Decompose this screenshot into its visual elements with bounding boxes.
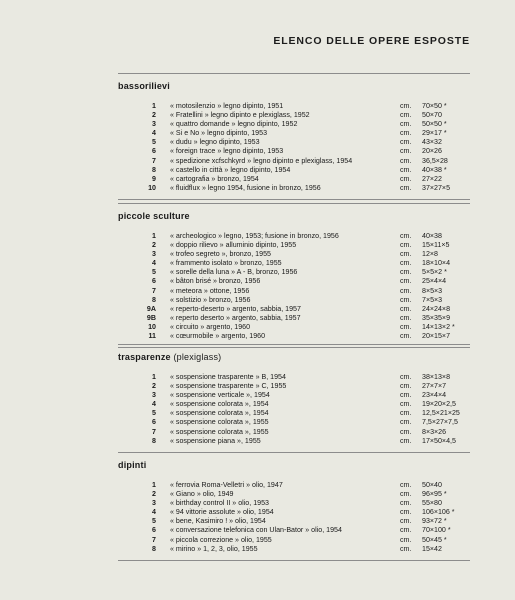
entry-dimensions: 50×45 * (422, 535, 447, 544)
entry-number: 10 (148, 183, 156, 192)
entry-unit: cm. (400, 232, 412, 240)
entry-description: « dudu » legno dipinto, 1953 (170, 138, 260, 147)
section-top-rule (118, 344, 470, 345)
entry-dimensions: 96×95 * (422, 490, 447, 499)
entry-number: 2 (152, 382, 156, 391)
catalog-entry (118, 138, 470, 147)
catalog-entry (118, 332, 470, 341)
catalog-entry (118, 147, 470, 156)
entry-number: 3 (152, 391, 156, 400)
entry-unit: cm. (400, 436, 412, 445)
entry-description: « spedizione xcfschkyrd » legno dipinto e plexiglass, 1954 (170, 156, 353, 165)
entry-dimensions: 106×106 * (422, 508, 455, 517)
entry-dimensions: 50×50 * (422, 120, 447, 129)
catalog-entry (118, 481, 470, 490)
catalog-entry (118, 526, 470, 535)
entry-number: 9A (146, 304, 156, 313)
entry-description: « fluidflux » legno 1954, fusione in bronzo, 1956 (170, 183, 321, 192)
entry-description: « sospensione colorata », 1954 (170, 400, 269, 409)
section-heading (118, 460, 470, 470)
entry-unit: cm. (400, 490, 412, 499)
entry-unit: cm. (400, 418, 412, 427)
entry-unit: cm. (400, 277, 412, 286)
entry-description: « bene, Kasimiro ! » olio, 1954 (170, 517, 266, 526)
entry-unit: cm. (400, 409, 412, 418)
entry-unit: cm. (400, 526, 412, 535)
entry-number: 2 (152, 490, 156, 499)
entry-number: 9 (152, 174, 156, 183)
catalog-entry (118, 508, 470, 517)
section-top-rule (118, 203, 470, 204)
entry-unit: cm. (400, 147, 412, 156)
entry-description: « archeologico » legno, 1953; fusione in bronzo, 1956 (170, 232, 339, 240)
entry-unit: cm. (400, 295, 412, 304)
catalog-entry (118, 536, 470, 545)
section-heading (118, 352, 470, 362)
entry-description: « foreign trace » legno dipinto, 1953 (170, 147, 284, 156)
catalog-entry (118, 437, 470, 446)
entry-description: « sospensione colorata », 1954 (170, 409, 269, 418)
entry-unit: cm. (400, 382, 412, 391)
entry-dimensions: 37×27×5 (422, 183, 451, 192)
entry-unit: cm. (400, 332, 412, 341)
entry-description: « sospensione trasparente » B, 1954 (170, 373, 286, 381)
entry-number: 10 (148, 322, 156, 331)
entry-description: « trofeo segreto », bronzo, 1955 (170, 250, 271, 259)
catalog-entry (118, 102, 470, 111)
entry-dimensions: 50×70 (422, 111, 442, 120)
entry-description: « cartografia » bronzo, 1954 (170, 174, 259, 183)
entry-number: 2 (152, 111, 156, 120)
entry-description: « sospensione colorata », 1955 (170, 427, 269, 436)
entry-number: 3 (152, 499, 156, 508)
entry-dimensions: 7,5×27×7,5 (422, 418, 458, 427)
entry-dimensions: 20×26 (422, 147, 442, 156)
entry-unit: cm. (400, 165, 412, 174)
entry-dimensions: 7×5×3 (422, 295, 443, 304)
entry-description: « meteora » ottone, 1956 (170, 286, 250, 295)
entry-description: « mirino » 1, 2, 3, olio, 1955 (170, 544, 258, 553)
entry-unit: cm. (400, 268, 412, 277)
entry-number: 1 (152, 232, 156, 240)
catalog-entry (118, 373, 470, 382)
entry-unit: cm. (400, 517, 412, 526)
entry-unit: cm. (400, 499, 412, 508)
entry-dimensions: 27×7×7 (422, 382, 447, 391)
entry-number: 5 (152, 268, 156, 277)
entry-unit: cm. (400, 111, 412, 120)
entry-dimensions: 27×22 (422, 174, 442, 183)
entry-dimensions: 43×32 (422, 138, 442, 147)
entry-number: 4 (152, 508, 156, 517)
entry-dimensions: 12×8 (422, 250, 438, 259)
catalog-entry (118, 250, 470, 259)
entry-number: 6 (152, 277, 156, 286)
entry-dimensions: 40×38 * (422, 165, 447, 174)
catalog-entry (118, 268, 470, 277)
entry-description: « motosilenzio » legno dipinto, 1951 (170, 102, 284, 110)
section-piccole-sculture (118, 203, 470, 348)
entry-description: « birthday control II » olio, 1953 (170, 499, 269, 508)
entry-description: « piccola correzione » olio, 1955 (170, 535, 272, 544)
entry-unit: cm. (400, 156, 412, 165)
entry-dimensions: 8×3×26 (422, 427, 447, 436)
entry-number: 9B (146, 313, 156, 322)
catalog-entry (118, 241, 470, 250)
entry-number: 7 (152, 535, 156, 544)
entry-description: « sospensione trasparente » C, 1955 (170, 382, 287, 391)
entry-description: « reperto deserto » argento, sabbia, 1957 (170, 313, 301, 322)
entry-number: 1 (152, 102, 156, 110)
entry-number: 4 (152, 400, 156, 409)
catalog-entry (118, 490, 470, 499)
catalog-entry (118, 259, 470, 268)
entry-number: 1 (152, 373, 156, 381)
section-trasparenze (118, 344, 470, 453)
section-heading (118, 81, 470, 91)
entry-dimensions: 36,5×28 (422, 156, 448, 165)
entry-unit: cm. (400, 322, 412, 331)
entry-unit: cm. (400, 535, 412, 544)
catalog-entry (118, 184, 470, 193)
entry-dimensions: 24×24×8 (422, 304, 451, 313)
catalog-entry (118, 428, 470, 437)
entry-description: « frammento isolato » bronzo, 1955 (170, 259, 282, 268)
entry-number: 5 (152, 517, 156, 526)
entry-description: « reperto-deserto » argento, sabbia, 1957 (170, 304, 301, 313)
entry-number: 7 (152, 427, 156, 436)
entry-description: « conversazione telefonica con Ulan-Bator » olio, 1954 (170, 526, 342, 535)
catalog-entry (118, 499, 470, 508)
entry-dimensions: 12,5×21×25 (422, 409, 460, 418)
catalog-entry (118, 418, 470, 427)
catalog-entry (118, 314, 470, 323)
entry-dimensions: 55×80 (422, 499, 442, 508)
catalog-entry (118, 391, 470, 400)
section-bottom-rule (118, 560, 470, 561)
catalog-entry (118, 277, 470, 286)
entry-unit: cm. (400, 313, 412, 322)
entry-unit: cm. (400, 241, 412, 250)
entry-number: 6 (152, 526, 156, 535)
catalog-entry (118, 232, 470, 241)
entry-unit: cm. (400, 120, 412, 129)
section-bottom-rule (118, 199, 470, 200)
catalog-entry (118, 120, 470, 129)
entry-description: « castello in città » legno dipinto, 1954 (170, 165, 291, 174)
entry-dimensions: 50×40 (422, 481, 442, 489)
catalog-entry (118, 382, 470, 391)
entry-description: « solstizio » bronzo, 1956 (170, 295, 251, 304)
page-title: ELENCO DELLE OPERE ESPOSTE (273, 35, 470, 47)
entry-dimensions: 5×5×2 * (422, 268, 447, 277)
entry-number: 7 (152, 286, 156, 295)
entry-unit: cm. (400, 373, 412, 381)
section-subheading: (plexiglass) (173, 352, 222, 362)
catalog-entry (118, 166, 470, 175)
entry-unit: cm. (400, 183, 412, 192)
catalog-entry (118, 157, 470, 166)
entry-unit: cm. (400, 544, 412, 553)
entry-number: 1 (152, 481, 156, 489)
catalog-entry (118, 409, 470, 418)
entry-description: « sospensione verticale », 1954 (170, 391, 270, 400)
entry-dimensions: 15×11×5 (422, 241, 450, 250)
entry-unit: cm. (400, 286, 412, 295)
entry-number: 7 (152, 156, 156, 165)
section-heading-text: trasparenze (118, 352, 171, 362)
catalog-entry (118, 305, 470, 314)
entry-number: 2 (152, 241, 156, 250)
entry-dimensions: 29×17 * (422, 129, 447, 138)
entry-unit: cm. (400, 400, 412, 409)
entry-dimensions: 14×13×2 * (422, 322, 455, 331)
section-dipinti (118, 452, 470, 561)
catalog-entry (118, 323, 470, 332)
catalog-entry (118, 111, 470, 120)
section-top-rule (118, 452, 470, 453)
entry-unit: cm. (400, 102, 412, 110)
entry-description: « ferrovia Roma-Velletri » olio, 1947 (170, 481, 283, 489)
entry-dimensions: 70×100 * (422, 526, 451, 535)
catalog-entry (118, 175, 470, 184)
entry-number: 3 (152, 120, 156, 129)
entry-description: « sospensione piana », 1955 (170, 436, 261, 445)
catalog-entry (118, 400, 470, 409)
entry-dimensions: 18×10×4 (422, 259, 451, 268)
entry-dimensions: 38×13×8 (422, 373, 451, 381)
section-bassorilievi (118, 73, 470, 200)
entry-unit: cm. (400, 391, 412, 400)
entry-description: « sorelle della luna » A - B, bronzo, 1956 (170, 268, 298, 277)
entry-number: 8 (152, 165, 156, 174)
entry-dimensions: 93×72 * (422, 517, 447, 526)
catalog-entry (118, 129, 470, 138)
entry-description: « doppio rilievo » alluminio dipinto, 1955 (170, 241, 297, 250)
entry-number: 6 (152, 147, 156, 156)
entry-unit: cm. (400, 259, 412, 268)
entry-unit: cm. (400, 174, 412, 183)
entry-dimensions: 35×35×9 (422, 313, 451, 322)
entry-unit: cm. (400, 129, 412, 138)
entry-dimensions: 70×50 * (422, 102, 447, 110)
entry-number: 11 (148, 332, 156, 341)
entry-dimensions: 15×42 (422, 544, 442, 553)
catalog-entry (118, 517, 470, 526)
entry-number: 4 (152, 259, 156, 268)
entry-description: « quattro domande » legno dipinto, 1952 (170, 120, 298, 129)
entry-description: « circuito » argento, 1960 (170, 322, 251, 331)
section-heading-text: piccole sculture (118, 211, 190, 221)
section-top-rule (118, 73, 470, 74)
catalog-entry (118, 287, 470, 296)
entry-description: « 94 vittorie assolute » olio, 1954 (170, 508, 274, 517)
entry-number: 8 (152, 544, 156, 553)
entry-number: 6 (152, 418, 156, 427)
entry-number: 3 (152, 250, 156, 259)
entry-description: « cœurmobile » argento, 1960 (170, 332, 266, 341)
entry-number: 8 (152, 436, 156, 445)
entry-dimensions: 17×50×4,5 (422, 436, 456, 445)
entry-unit: cm. (400, 481, 412, 489)
catalog-entry (118, 545, 470, 554)
section-heading-text: bassorilievi (118, 81, 170, 91)
entry-description: « Giano » olio, 1949 (170, 490, 234, 499)
entry-description: « bâton brisé » bronzo, 1956 (170, 277, 261, 286)
entry-description: « sospensione colorata », 1955 (170, 418, 269, 427)
section-heading (118, 211, 470, 221)
entry-number: 8 (152, 295, 156, 304)
entry-dimensions: 23×4×4 (422, 391, 447, 400)
entry-dimensions: 19×20×2,5 (422, 400, 456, 409)
entry-number: 5 (152, 138, 156, 147)
entry-unit: cm. (400, 138, 412, 147)
entry-unit: cm. (400, 250, 412, 259)
entry-number: 5 (152, 409, 156, 418)
catalog-entry (118, 296, 470, 305)
entry-unit: cm. (400, 508, 412, 517)
entry-unit: cm. (400, 427, 412, 436)
entry-dimensions: 20×15×7 (422, 332, 451, 341)
entry-number: 4 (152, 129, 156, 138)
section-heading-text: dipinti (118, 460, 147, 470)
entry-description: « Si e No » legno dipinto, 1953 (170, 129, 268, 138)
entry-dimensions: 25×4×4 (422, 277, 447, 286)
entry-unit: cm. (400, 304, 412, 313)
entry-dimensions: 40×38 (422, 232, 442, 240)
entry-description: « Fratellini » legno dipinto e plexiglass, 1952 (170, 111, 310, 120)
entry-dimensions: 8×5×3 (422, 286, 443, 295)
